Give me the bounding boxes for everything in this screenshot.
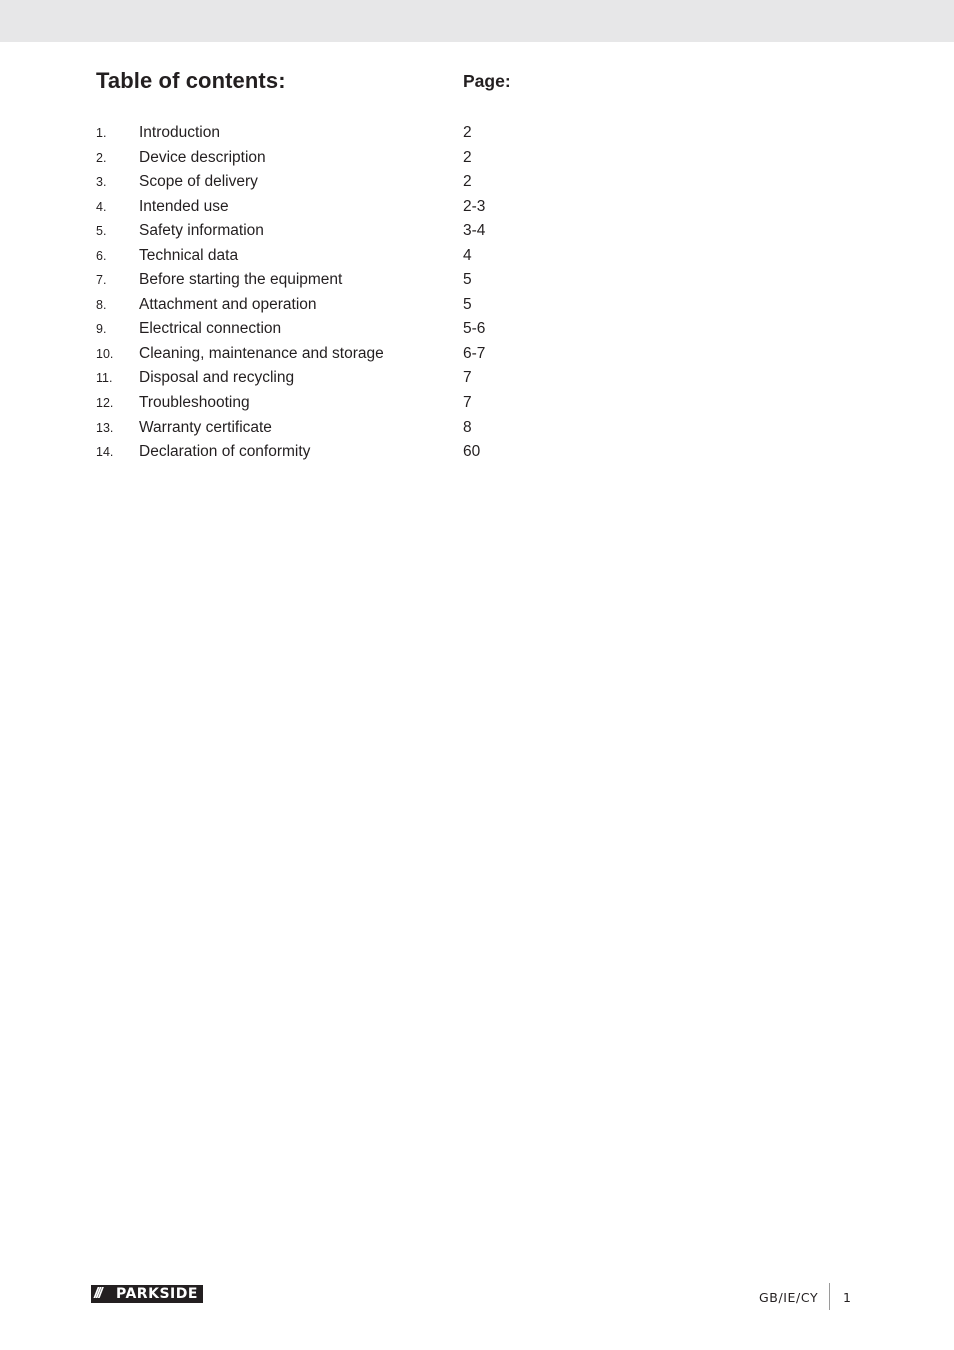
toc-entry xyxy=(96,294,576,319)
toc-entry-page: 5 xyxy=(463,271,472,289)
toc-entry-number: 8. xyxy=(96,297,107,312)
toc-entry-label: Device description xyxy=(139,148,266,166)
page-column-heading: Page: xyxy=(463,71,511,91)
brand-slashes-icon: /// xyxy=(94,1285,101,1302)
toc-entry-page: 6-7 xyxy=(463,344,486,362)
toc-entry-label: Safety information xyxy=(139,222,264,240)
toc-entry xyxy=(96,147,576,172)
toc-entry-page: 4 xyxy=(463,246,472,264)
toc-entry-number: 6. xyxy=(96,248,107,263)
toc-entry xyxy=(96,122,576,147)
toc-entry-page: 2-3 xyxy=(463,197,486,215)
toc-entry xyxy=(96,220,576,245)
toc-entry xyxy=(96,392,576,417)
toc-entry-number: 7. xyxy=(96,273,107,288)
brand-name: PARKSIDE xyxy=(116,1286,198,1302)
toc-entry-number: 2. xyxy=(96,150,107,165)
toc-entry-page: 5-6 xyxy=(463,320,486,338)
table-of-contents xyxy=(96,122,576,466)
top-band xyxy=(0,0,954,42)
toc-entry xyxy=(96,269,576,294)
footer-region-code: GB/IE/CY xyxy=(759,1290,819,1305)
toc-entry-page: 7 xyxy=(463,394,472,412)
toc-entry-number: 9. xyxy=(96,322,107,337)
toc-entry-page: 2 xyxy=(463,148,472,166)
toc-entry-page: 2 xyxy=(463,173,472,191)
toc-entry-label: Attachment and operation xyxy=(139,295,317,313)
toc-entry-label: Cleaning, maintenance and storage xyxy=(139,344,384,362)
toc-entry xyxy=(96,441,576,466)
toc-entry-label: Technical data xyxy=(139,246,239,264)
toc-entry-number: 12. xyxy=(96,396,114,411)
toc-entry xyxy=(96,171,576,196)
toc-entry-number: 3. xyxy=(96,175,107,190)
toc-entry xyxy=(96,318,576,343)
toc-entry-label: Warranty certificate xyxy=(139,418,272,436)
toc-entry-label: Electrical connection xyxy=(139,320,282,338)
footer-page-number: 1 xyxy=(843,1290,851,1305)
toc-entry xyxy=(96,343,576,368)
toc-entry-number: 4. xyxy=(96,199,107,214)
toc-entry-label: Disposal and recycling xyxy=(139,369,295,387)
toc-entry-label: Intended use xyxy=(139,197,229,215)
toc-entry-page: 5 xyxy=(463,295,472,313)
toc-entry-page: 2 xyxy=(463,124,472,141)
toc-entry xyxy=(96,196,576,221)
toc-entry-label: Troubleshooting xyxy=(139,394,250,412)
toc-entry xyxy=(96,245,576,270)
toc-entry-label: Declaration of conformity xyxy=(139,443,311,461)
toc-entry-page: 60 xyxy=(463,443,481,461)
toc-entry xyxy=(96,367,576,392)
toc-entry-number: 13. xyxy=(96,420,114,435)
toc-entry-label: Scope of delivery xyxy=(139,173,258,191)
toc-entry-page: 7 xyxy=(463,369,472,387)
toc-entry xyxy=(96,417,576,442)
footer-divider xyxy=(829,1283,830,1310)
toc-entry-number: 10. xyxy=(96,346,114,361)
parkside-logo xyxy=(91,1285,203,1303)
toc-entry-number: 5. xyxy=(96,224,107,239)
toc-entry-label: Before starting the equipment xyxy=(139,271,343,289)
toc-entry-number: 1. xyxy=(96,126,107,140)
toc-entry-page: 8 xyxy=(463,418,472,436)
toc-entry-page: 3-4 xyxy=(463,222,486,240)
toc-entry-number: 11. xyxy=(96,371,113,386)
page-title: Table of contents: xyxy=(96,68,286,93)
toc-entry-number: 14. xyxy=(96,445,114,460)
toc-entry-label: Introduction xyxy=(139,124,220,141)
